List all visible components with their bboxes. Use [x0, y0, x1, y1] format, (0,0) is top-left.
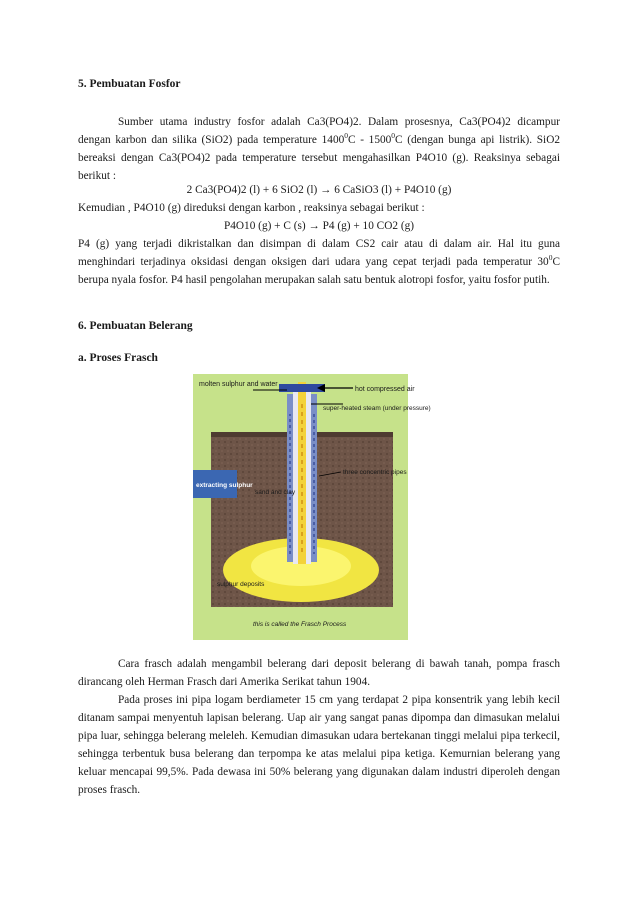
label-molten-sulphur: [199, 381, 278, 388]
inner-pipe: [298, 382, 306, 564]
paragraph-frasch-process: Pada proses ini pipa logam berdiameter 15 cm yang terdapat 2 pipa konsentrik yang lebih kecil ditanam sampai menyentuh lapisan belerang. Uap air yang sangat panas dipompa dan dimasukan melalui pipa luar, sehingga belerang meleleh. Kemudian dimasukan udara bertekanan tinggi melalui pipa terkecil, sehingga terbentuk busa belerang dan terpompa ke atas melalui pipa ketiga. Kemurnian belerang yang keluar mencapai 99,5%. Pada dewasa ini 50% belerang yang digunakan dalam industri diperoleh dengan proses frasch.: [78, 694, 560, 796]
reaction-equation-1: 2 Ca3(PO4)2 (l) + 6 SiO2 (l) → 6 CaSiO3 (l) + P4O10 (g): [186, 184, 452, 196]
paragraph-p4-storage-a: P4 (g) yang terjadi dikristalkan dan disimpan di dalam CS2 cair atau di dalam air. Hal itu guna menghindari terjadinya oksidasi dengan oksigen dari udara yang cepat terjadi pada temperatur 30: [78, 238, 560, 268]
degree-superscript: 0: [344, 131, 348, 141]
paragraph-frasch-intro: Cara frasch adalah mengambil belerang dari deposit belerang di bawah tanah, pompa frasch dirancang oleh Herman Frasch dari Amerika Serikat tahun 1904.: [78, 658, 560, 688]
section-heading-fosfor: 5. Pembuatan Fosfor: [78, 78, 181, 90]
degree-superscript: 0: [548, 253, 553, 263]
label-concentric-pipes: three concentric pipes: [343, 469, 407, 476]
label-sulphur-deposits: sulphur deposits: [217, 581, 265, 588]
label-hot-compressed-air: hot compressed air: [355, 386, 415, 393]
paragraph-p4-storage: [78, 235, 560, 289]
subsection-heading-frasch: a. Proses Frasch: [78, 352, 158, 364]
paragraph-fosfor-source: [78, 113, 560, 185]
paragraph-fosfor-source-b: C - 1500: [348, 134, 392, 146]
figure-caption: this is called the Frasch Process: [253, 621, 347, 628]
frasch-process-illustration: [193, 374, 431, 640]
label-super-heated-steam: super-heated steam (under pressure): [323, 405, 431, 412]
paragraph-p4-storage-b: C berupa nyala fosfor. P4 hasil pengolahan merupakan salah satu bentuk alotropi fosfor, yaitu fosfor putih.: [78, 256, 560, 286]
paragraph-reduction-intro: Kemudian , P4O10 (g) direduksi dengan karbon , reaksinya sebagai berikut :: [78, 202, 425, 214]
reaction-equation-2: P4O10 (g) + C (s) → P4 (g) + 10 CO2 (g): [223, 220, 415, 232]
label-extracting-sulphur: extracting sulphur: [196, 482, 253, 489]
paragraph-fosfor-source-a: Sumber utama industry fosfor adalah Ca3(PO4)2. Dalam prosesnya, Ca3(PO4)2 dicampur dengan karbon dan silika (SiO2) pada temperature 1400: [78, 116, 560, 146]
paragraph-fosfor-source-c: C (dengan bunga api listrik). SiO2 bereaksi dengan Ca3(PO4)2 pada temperature tersebut mengahasilkan P4O10 (g). Reaksinya sebagai berikut :: [78, 134, 560, 182]
label-sand-clay: sand and clay: [255, 489, 296, 496]
degree-superscript: 0: [391, 131, 396, 141]
frasch-process-figure: [193, 374, 431, 640]
section-heading-belerang: 6. Pembuatan Belerang: [78, 320, 193, 332]
label-molten-sulphur-text: molten sulphur and water: [199, 381, 278, 388]
